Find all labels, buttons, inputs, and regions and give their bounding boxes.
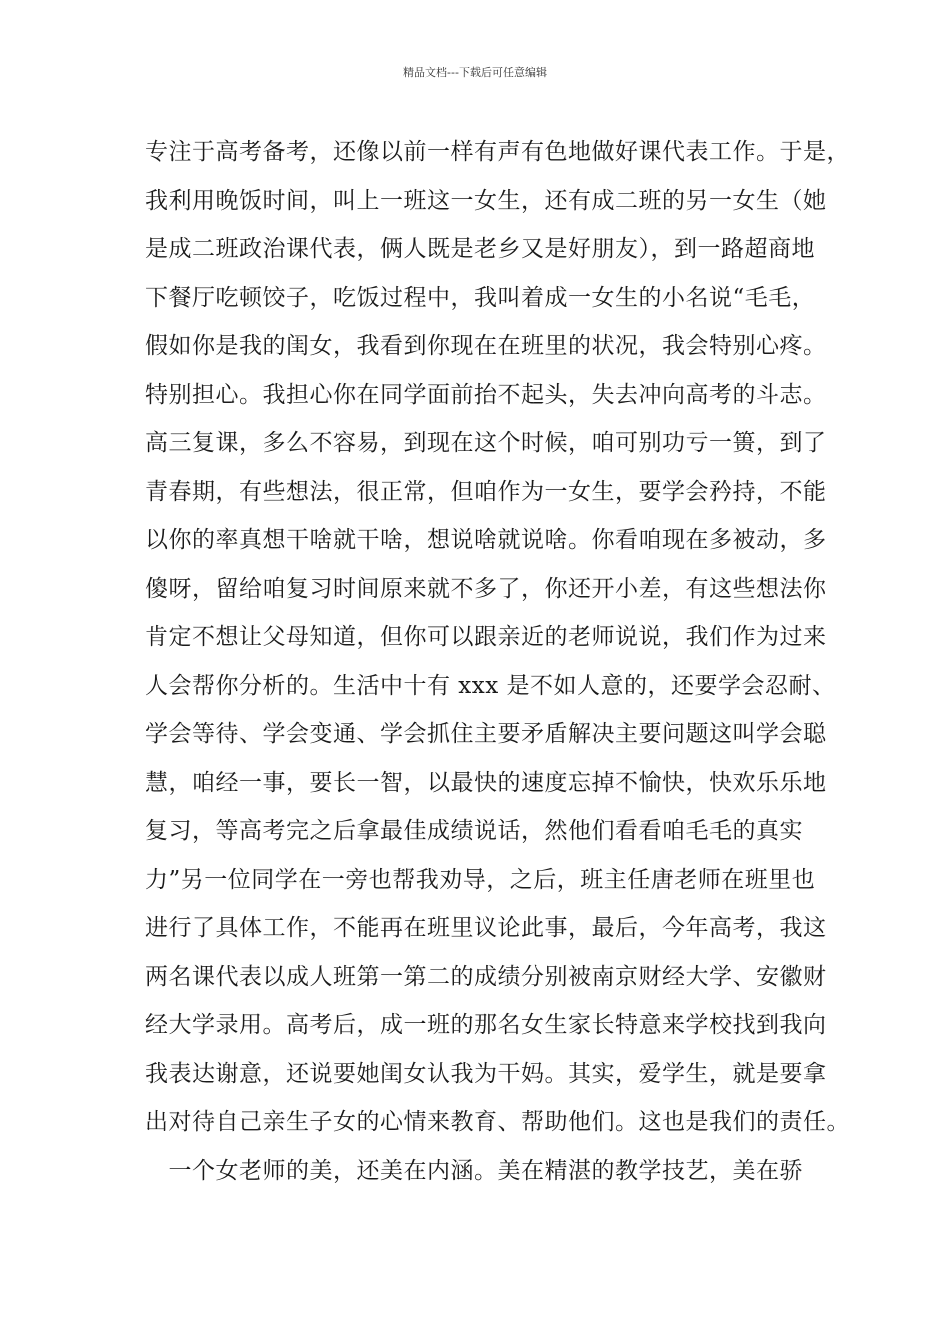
text-line: 一个女老师的美，还美在内涵。美在精湛的教学技艺，美在骄: [145, 1157, 803, 1184]
text-line: 以你的率真想干啥就干啥，想说啥就说啥。你看咱现在多被动，多: [145, 527, 827, 553]
text-line: 人会帮你分析的。生活中十有 xxx 是不如人意的，还要学会忍耐、: [145, 672, 836, 699]
text-line: 学会等待、学会变通、学会抓住主要矛盾解决主要问题这叫学会聪: [145, 721, 827, 747]
text-line: 经大学录用。高考后，成一班的那名女生家长特意来学校找到我向: [145, 1012, 827, 1038]
page-header: 精品文档---下载后可任意编辑: [403, 66, 547, 79]
text-line: 进行了具体工作，不能再在班里议论此事，最后，今年高考，我这: [145, 915, 827, 941]
text-line: 下餐厅吃顿饺子，吃饭过程中，我叫着成一女生的小名说“毛毛，: [145, 284, 816, 311]
text-line: 我利用晚饭时间，叫上一班这一女生，还有成二班的另一女生（她: [145, 187, 827, 214]
text-line: 复习，等高考完之后拿最佳成绩说话，然他们看看咱毛毛的真实: [145, 818, 803, 844]
text-line: 我表达谢意，还说要她闺女认我为干妈。其实，爱学生，就是要拿: [145, 1060, 827, 1087]
text-line: 两名课代表以成人班第一第二的成绩分别被南京财经大学、安徽财: [145, 963, 827, 990]
text-line: 特别担心。我担心你在同学面前抬不起头，失去冲向高考的斗志。: [145, 381, 827, 408]
text-line: 力”另一位同学在一旁也帮我劝导，之后，班主任唐老师在班里也: [145, 866, 816, 893]
text-line: 慧，咱经一事，要长一智，以最快的速度忘掉不愉快，快欢乐乐地: [145, 769, 827, 796]
text-line: 出对待自己亲生子女的心情来教育、帮助他们。这也是我们的责任。: [145, 1109, 850, 1135]
text-line: 傻呀，留给咱复习时间原来就不多了，你还开小差，有这些想法你: [145, 575, 827, 602]
text-line: 青春期，有些想法，很正常，但咱作为一女生，要学会矜持，不能: [145, 478, 827, 505]
text-line: 肯定不想让父母知道，但你可以跟亲近的老师说说，我们作为过来: [145, 624, 827, 650]
text-line: 专注于高考备考，还像以前一样有声有色地做好课代表工作。于是，: [145, 139, 850, 165]
text-line: 是成二班政治课代表，俩人既是老乡又是好朋友），到一路超商地: [145, 236, 815, 262]
text-line: 假如你是我的闺女，我看到你现在在班里的状况，我会特别心疼。: [145, 333, 827, 359]
body-text: [145, 128, 850, 1195]
text-line: 高三复课，多么不容易，到现在这个时候，咱可别功亏一篑，到了: [145, 430, 827, 456]
